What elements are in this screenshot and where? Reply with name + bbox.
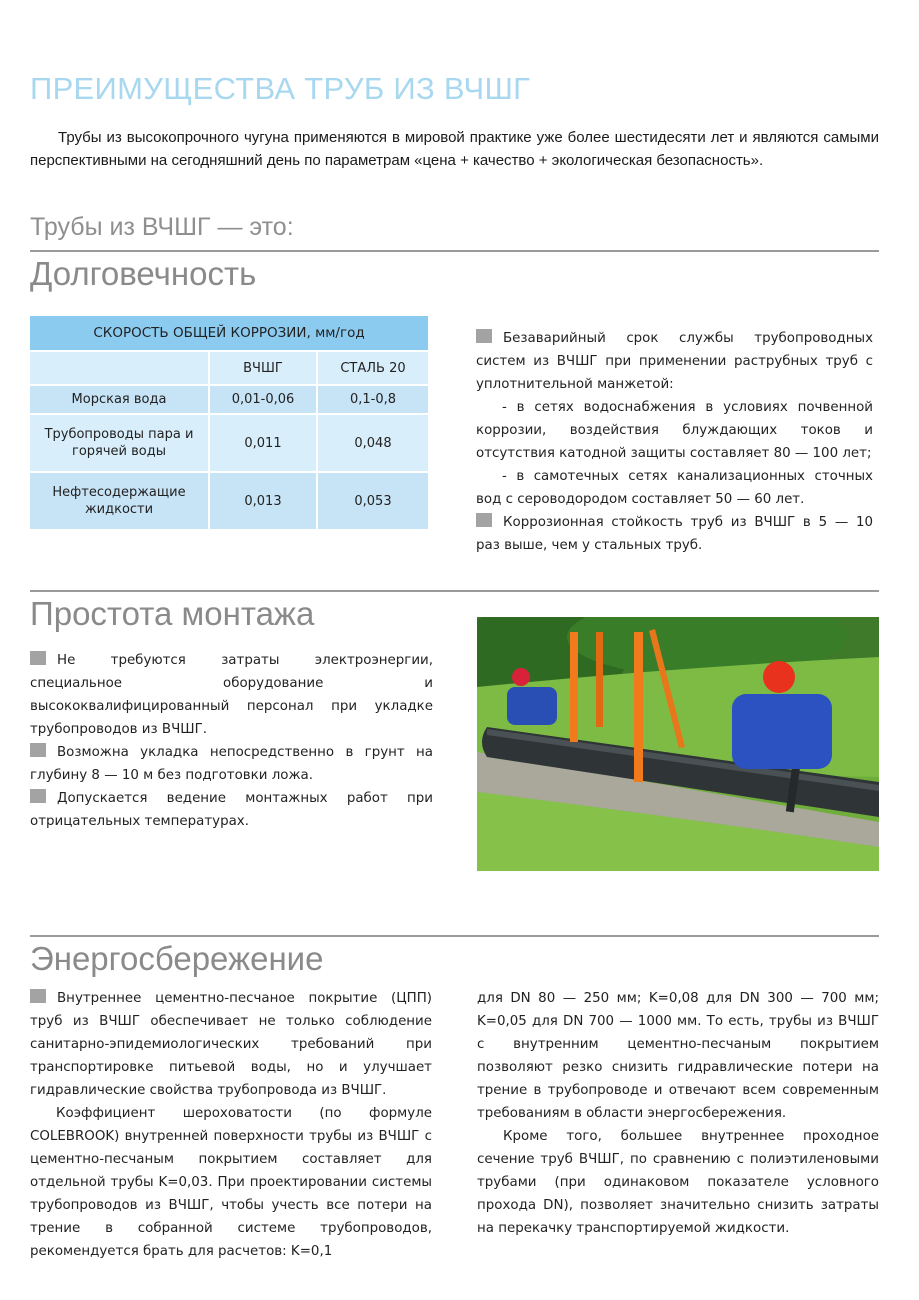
square-bullet-icon [30, 789, 46, 803]
row-label: Трубопроводы пара и горячей воды [30, 415, 208, 471]
paragraph: Кроме того, большее внутреннее проходное сечение труб ВЧШГ, по сравнению с полиэтиленовыми трубами (при одинаковом показателе условного прохода DN), позволяет значительно снизить затраты на перекачку транспортируемой жидкости. [477, 1129, 879, 1236]
heading-installation: Простота монтажа [30, 595, 315, 632]
square-bullet-icon [476, 513, 492, 527]
row-steel: 0,1-0,8 [318, 386, 428, 413]
row-vchshg: 0,01-0,06 [210, 386, 316, 413]
installation-text [30, 649, 433, 833]
section-subtitle: Трубы из ВЧШГ — это: [30, 213, 294, 241]
table-row [30, 415, 428, 471]
bullet-item: Безаварийный срок службы трубопроводных систем из ВЧШГ при применении раструбных труб с уплотнительной манжетой: [476, 331, 873, 392]
table-header-empty [30, 352, 208, 384]
heading-energy: Энергосбережение [30, 940, 324, 977]
row-steel: 0,048 [318, 415, 428, 471]
row-label: Морская вода [30, 386, 208, 413]
energy-right-column [477, 987, 879, 1240]
divider [30, 590, 879, 592]
durability-text [476, 327, 873, 557]
bullet-item: Внутреннее цементно-песчаное покрытие (ЦПП) труб из ВЧШГ обеспечивает не только соблюдение санитарно-эпидемиологических требований при транспортировке питьевой воды, но и улучшает гидравлические свойства трубопровода из ВЧШГ. [30, 991, 432, 1098]
table-row [30, 386, 428, 413]
table-header-vchshg: ВЧШГ [210, 352, 316, 384]
table-header-steel: СТАЛЬ 20 [318, 352, 428, 384]
corrosion-table [28, 314, 430, 531]
bullet-item: Допускается ведение монтажных работ при отрицательных температурах. [30, 791, 433, 829]
square-bullet-icon [476, 329, 492, 343]
paragraph: Коэффициент шероховатости (по формуле COLEBROOK) внутренней поверхности трубы из ВЧШГ с цементно-песчаным покрытием составляет для отдельной трубы K=0,03. При проектировании системы трубопроводов из ВЧШГ, чтобы учесть все потери на трение в собранной системе трубопроводов, рекомендуется брать для расчетов: K=0,1 [30, 1106, 432, 1259]
table-row [30, 473, 428, 529]
square-bullet-icon [30, 743, 46, 757]
page-title: ПРЕИМУЩЕСТВА ТРУБ ИЗ ВЧШГ [30, 70, 531, 106]
photo-illustration [477, 617, 879, 871]
bullet-item: Возможна укладка непосредственно в грунт на глубину 8 — 10 м без подготовки ложа. [30, 745, 433, 783]
table-caption: СКОРОСТЬ ОБЩЕЙ КОРРОЗИИ, мм/год [30, 316, 428, 350]
row-vchshg: 0,011 [210, 415, 316, 471]
intro-paragraph [30, 126, 879, 172]
divider [30, 935, 879, 937]
row-vchshg: 0,013 [210, 473, 316, 529]
energy-left-column [30, 987, 432, 1263]
row-label: Нефтесодержащие жидкости [30, 473, 208, 529]
row-steel: 0,053 [318, 473, 428, 529]
square-bullet-icon [30, 651, 46, 665]
sub-item: - в самотечных сетях канализационных сточных вод с сероводородом составляет 50 — 60 лет. [476, 469, 873, 507]
divider [30, 250, 879, 252]
intro-text: Трубы из высокопрочного чугуна применяются в мировой практике уже более шестидесяти лет и являются самыми перспективными на сегодняшний день по параметрам «цена + качество + экологическая безопасность». [30, 129, 879, 169]
bullet-item: Коррозионная стойкость труб из ВЧШГ в 5 — 10 раз выше, чем у стальных труб. [476, 515, 873, 553]
heading-durability: Долговечность [30, 255, 257, 292]
bullet-item: Не требуются затраты электроэнергии, специальное оборудование и высококвалифицированный персонал при укладке трубопроводов из ВЧШГ. [30, 653, 433, 737]
pipe-installation-photo [477, 617, 879, 871]
sub-item: - в сетях водоснабжения в условиях почвенной коррозии, воздействия блуждающих токов и отсутствия катодной защиты составляет 80 — 100 лет; [476, 400, 873, 461]
paragraph: для DN 80 — 250 мм; K=0,08 для DN 300 — 700 мм; K=0,05 для DN 700 — 1000 мм. То есть, трубы из ВЧШГ с внутренним цементно-песчаным покрытием позволяют резко снизить гидравлические потери на трение в трубопроводе и отвечают всем современным требованиям в области энергосбережения. [477, 991, 879, 1121]
square-bullet-icon [30, 989, 46, 1003]
